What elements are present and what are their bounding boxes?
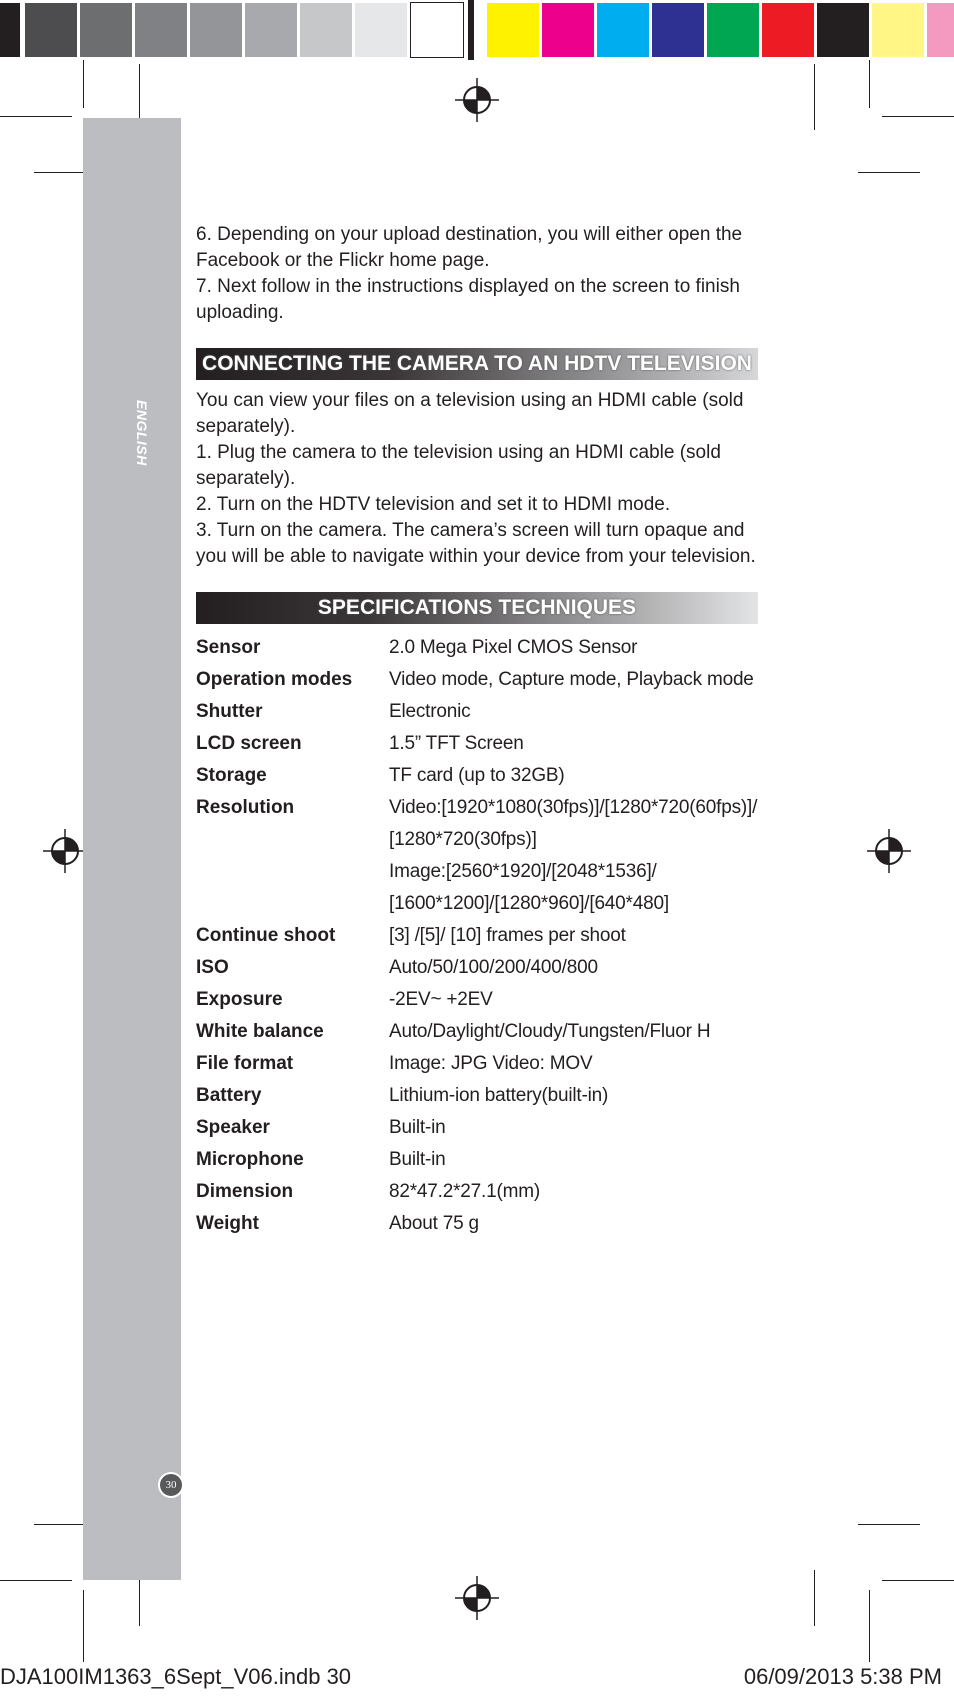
hdtv-step-2-text: 2. Turn on the HDTV television and set it to HDMI mode. [196,494,671,515]
crop-mark [858,172,920,173]
spec-value: [1600*1200]/[1280*960]/[640*480] [389,893,669,914]
spec-label: File format [196,1053,294,1074]
spec-value: [3] /[5]/ [10] frames per shoot [389,925,626,946]
spec-value: Image: JPG Video: MOV [389,1053,593,1074]
hdtv-intro-text: You can view your files on a television using an HDMI cable (sold separately). [196,390,744,437]
spec-value: Electronic [389,701,471,722]
crop-mark [814,64,815,130]
spec-value: Image:[2560*1920]/[2048*1536]/ [389,861,657,882]
spec-label: Sensor [196,637,261,658]
color-swatch [707,3,759,57]
spec-value: Auto/Daylight/Cloudy/Tungsten/Fluor H [389,1021,711,1042]
spec-value: Auto/50/100/200/400/800 [389,957,598,978]
spec-value: Video mode, Capture mode, Playback mode [389,669,754,690]
hdtv-step-1-text: 1. Plug the camera to the television using an HDMI cable (sold separately). [196,442,721,489]
hdtv-step-3-text: 3. Turn on the camera. The camera’s screen will turn opaque and you will be able to navigate within your device from your television. [196,520,756,567]
color-swatch [0,3,20,57]
crop-mark [83,60,84,108]
crop-mark [814,1570,815,1626]
crop-mark [869,1590,870,1662]
color-swatch [300,3,352,57]
spec-label: Resolution [196,797,295,818]
spec-label: Continue shoot [196,925,336,946]
color-swatch [872,3,924,57]
spec-value: Video:[1920*1080(30fps)]/[1280*720(60fps)]/ [389,797,758,818]
spec-label [196,856,389,888]
spec-value: Built-in [389,1149,446,1170]
spec-label: White balance [196,1021,324,1042]
color-swatch [80,3,132,57]
spec-value: Built-in [389,1117,446,1138]
main-content [196,222,758,1240]
spec-label: Speaker [196,1117,270,1138]
spec-value: 82*47.2*27.1(mm) [389,1181,540,1202]
page-sidebar [83,118,181,1580]
color-swatch [25,3,77,57]
color-swatch [597,3,649,57]
registration-mark-icon [455,78,499,122]
color-swatch [135,3,187,57]
page-number: 30 [158,1472,184,1498]
registration-mark-icon [43,829,87,873]
footer-file-name: DJA100IM1363_6Sept_V06.indb 30 [0,1664,352,1689]
footer-timestamp: 06/09/2013 5:38 PM [743,1664,942,1689]
crop-mark [0,1580,72,1581]
spec-label: Shutter [196,701,263,722]
spec-value: About 75 g [389,1213,479,1234]
crop-mark [882,116,954,117]
spec-label: LCD screen [196,733,302,754]
color-swatch [355,3,407,57]
hdtv-section-heading: CONNECTING THE CAMERA TO AN HDTV TELEVISION [196,348,758,380]
swatch-separator [468,0,474,60]
spec-label [196,888,389,920]
color-swatch [762,3,814,57]
crop-mark [882,1580,954,1581]
step-6-text: 6. Depending on your upload destination, you will either open the Facebook or the Flickr home page. [196,224,743,271]
crop-mark [869,60,870,108]
crop-mark [83,1590,84,1662]
spec-label: Battery [196,1085,262,1106]
spec-value: TF card (up to 32GB) [389,765,565,786]
color-swatch [487,3,539,57]
spec-label: Storage [196,765,267,786]
color-swatch [190,3,242,57]
registration-mark-icon [455,1576,499,1620]
spec-value: 1.5” TFT Screen [389,733,524,754]
color-swatch [542,3,594,57]
color-swatch [652,3,704,57]
language-label: ENGLISH [134,400,150,466]
spec-label: ISO [196,957,229,978]
step-7-text: 7. Next follow in the instructions displayed on the screen to finish uploading. [196,276,740,323]
spec-label [196,824,389,856]
crop-mark [0,116,72,117]
color-swatch [411,3,463,57]
color-swatch [927,3,954,57]
spec-value: Lithium-ion battery(built-in) [389,1085,609,1106]
spec-table [196,632,758,1240]
spec-label: Dimension [196,1181,294,1202]
spec-label: Microphone [196,1149,304,1170]
color-swatch [245,3,297,57]
spec-value: [1280*720(30fps)] [389,829,537,850]
specs-section-heading: SPECIFICATIONS TECHNIQUES [196,592,758,624]
spec-label: Weight [196,1213,259,1234]
spec-label: Exposure [196,989,283,1010]
spec-label: Operation modes [196,669,353,690]
spec-value: -2EV~ +2EV [389,989,493,1010]
registration-mark-icon [867,829,911,873]
crop-mark [858,1524,920,1525]
color-calibration-bar [0,0,954,60]
color-swatch [817,3,869,57]
spec-value: 2.0 Mega Pixel CMOS Sensor [389,637,638,658]
